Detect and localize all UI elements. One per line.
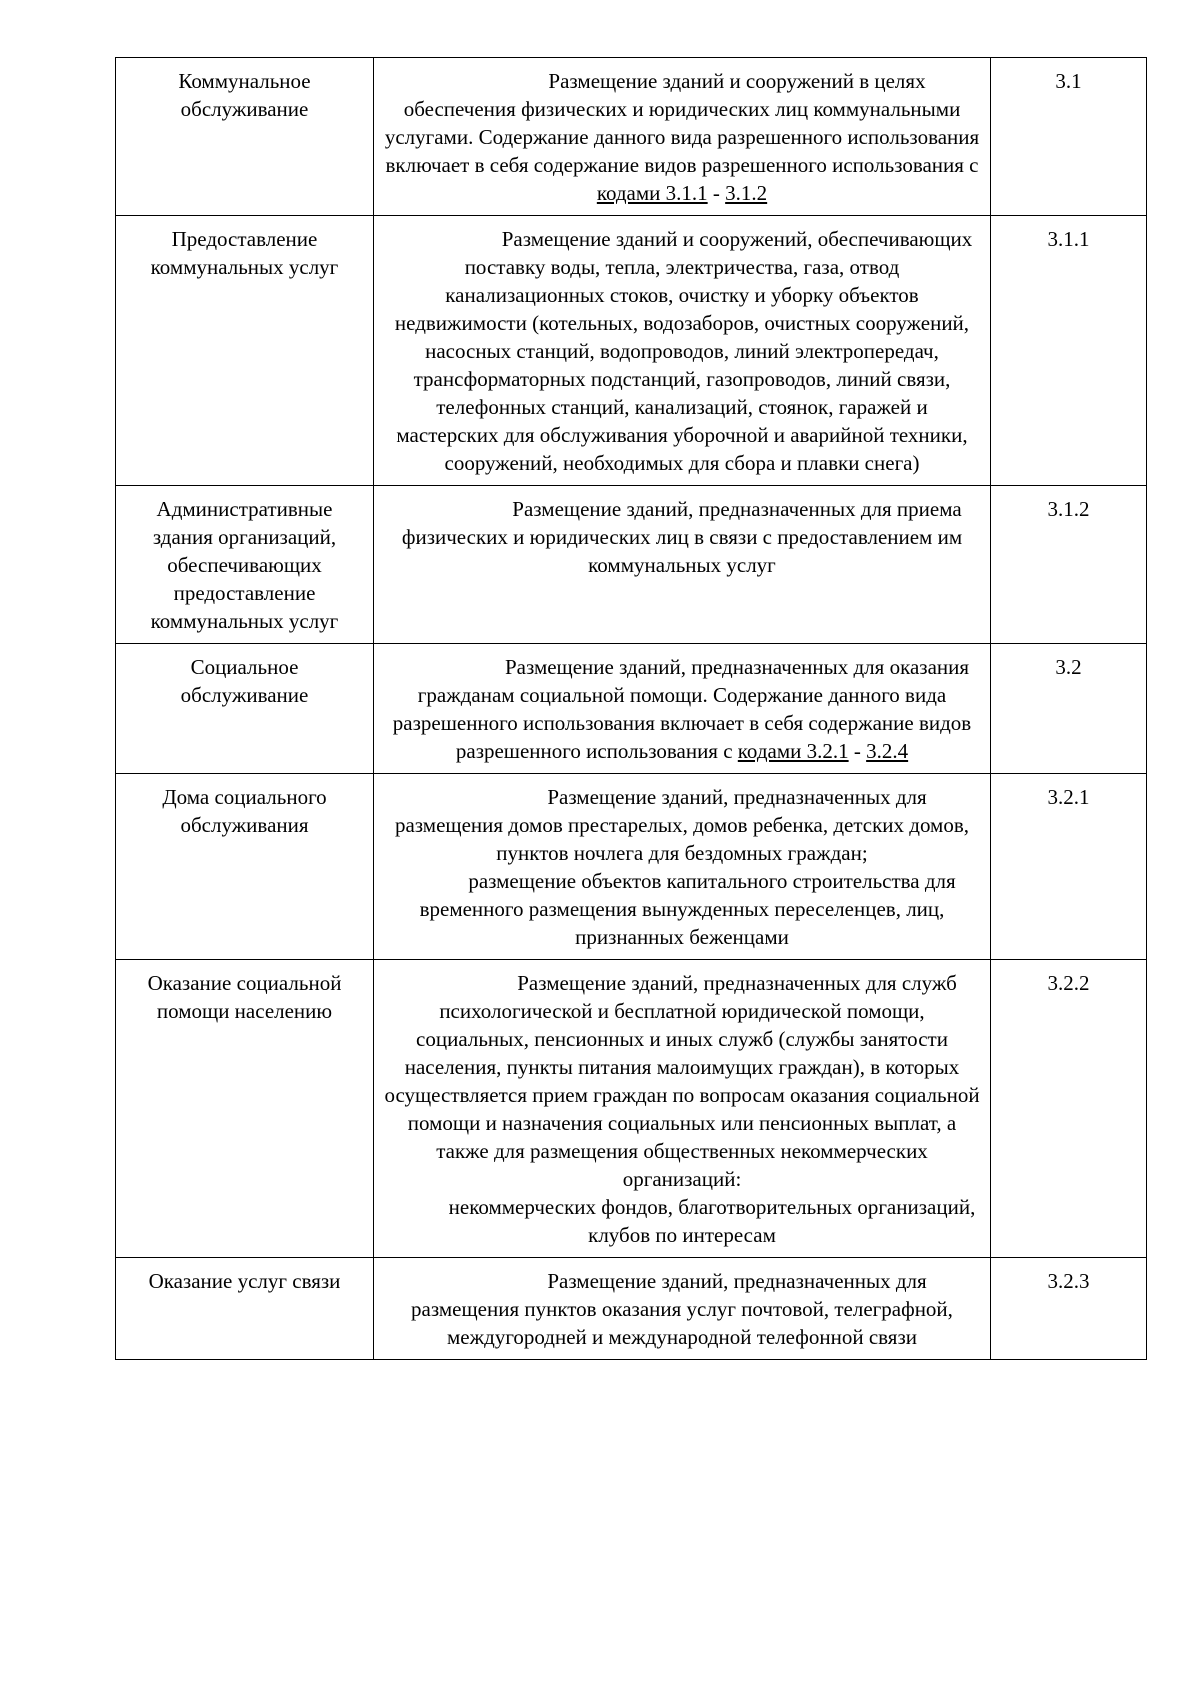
use-type-description-cell	[374, 1258, 991, 1360]
use-type-name: Коммунальное обслуживание	[178, 69, 311, 121]
description-text: размещение объектов капитального строительства для временного размещения вынужденных переселенцев, лиц, признанных беженцами	[419, 869, 956, 949]
code-reference-link[interactable]: 3.2.4	[866, 739, 909, 763]
use-type-name: Административные здания организаций, обеспечивающих предоставление коммунальных услуг	[150, 497, 339, 633]
use-type-code: 3.2.2	[1047, 971, 1090, 995]
description-paragraph	[384, 783, 980, 867]
use-type-code-cell	[991, 644, 1147, 774]
description-paragraph	[384, 67, 980, 207]
use-type-name-cell	[116, 486, 374, 644]
table-row	[116, 644, 1147, 774]
table-row	[116, 216, 1147, 486]
description-text: Размещение зданий, предназначенных для размещения пунктов оказания услуг почтовой, телеграфной, междугородней и международной телефонной связи	[411, 1269, 953, 1349]
use-type-description-cell	[374, 644, 991, 774]
use-type-code: 3.2	[1055, 655, 1082, 679]
description-text: -	[707, 181, 726, 205]
description-paragraph	[384, 867, 980, 951]
table-row	[116, 58, 1147, 216]
use-type-description-cell	[374, 486, 991, 644]
description-paragraph	[384, 1193, 980, 1249]
use-type-name: Социальное обслуживание	[180, 655, 309, 707]
description-text: Размещение зданий, предназначенных для размещения домов престарелых, домов ребенка, детских домов, пунктов ночлега для бездомных граждан;	[394, 785, 970, 865]
description-text: Размещение зданий и сооружений, обеспечивающих поставку воды, тепла, электричества, газа, отвод канализационных стоков, очистку и уборку объектов недвижимости (котельных, водозаборов, очистных сооружений, насосных станций, водопроводов, линий электропередач, трансформаторных подстанций, газопроводов, линий связи, телефонных станций, канализаций, стоянок, гаражей и мастерских для обслуживания уборочной и аварийной техники, сооружений, необходимых для сбора и плавки снега)	[394, 227, 973, 475]
land-use-table	[115, 57, 1147, 1360]
use-type-name-cell	[116, 960, 374, 1258]
code-reference-link[interactable]: кодами 3.1.1	[596, 181, 708, 205]
use-type-name-cell	[116, 58, 374, 216]
table-row	[116, 960, 1147, 1258]
code-reference-link[interactable]: кодами 3.2.1	[737, 739, 849, 763]
use-type-code-cell	[991, 960, 1147, 1258]
use-type-code-cell	[991, 216, 1147, 486]
use-type-description-cell	[374, 216, 991, 486]
table-row	[116, 1258, 1147, 1360]
use-type-code: 3.1.1	[1047, 227, 1090, 251]
description-paragraph	[384, 1267, 980, 1351]
use-type-description-cell	[374, 58, 991, 216]
table-row	[116, 486, 1147, 644]
use-type-code-cell	[991, 774, 1147, 960]
code-reference-link[interactable]: 3.1.2	[725, 181, 768, 205]
description-text: Размещение зданий, предназначенных для служб психологической и бесплатной юридической помощи, социальных, пенсионных и иных служб (службы занятости населения, пункты питания малоимущих граждан), в которых осуществляется прием граждан по вопросам оказания социальной помощи и назначения социальных или пенсионных выплат, а также для размещения общественных некоммерческих организаций:	[384, 971, 980, 1191]
use-type-code-cell	[991, 58, 1147, 216]
use-type-code: 3.2.3	[1047, 1269, 1090, 1293]
description-paragraph	[384, 495, 980, 579]
description-paragraph	[384, 969, 980, 1193]
use-type-code-cell	[991, 486, 1147, 644]
use-type-code: 3.1	[1055, 69, 1082, 93]
use-type-name-cell	[116, 216, 374, 486]
use-type-code: 3.2.1	[1047, 785, 1090, 809]
use-type-name: Дома социального обслуживания	[162, 785, 327, 837]
description-paragraph	[384, 225, 980, 477]
use-type-code-cell	[991, 1258, 1147, 1360]
use-type-description-cell	[374, 960, 991, 1258]
use-type-description-cell	[374, 774, 991, 960]
use-type-name: Оказание услуг связи	[148, 1269, 341, 1293]
use-type-name: Предоставление коммунальных услуг	[150, 227, 339, 279]
table-row	[116, 774, 1147, 960]
use-type-name-cell	[116, 1258, 374, 1360]
use-type-code: 3.1.2	[1047, 497, 1090, 521]
use-type-name: Оказание социальной помощи населению	[147, 971, 342, 1023]
description-paragraph	[384, 653, 980, 765]
use-type-name-cell	[116, 644, 374, 774]
description-text: -	[848, 739, 867, 763]
use-type-name-cell	[116, 774, 374, 960]
description-text: Размещение зданий и сооружений в целях обеспечения физических и юридических лиц коммунальными услугами. Содержание данного вида разрешенного использования включает в себя содержание видов разрешенного использования с	[384, 69, 980, 177]
description-text: некоммерческих фондов, благотворительных организаций, клубов по интересам	[448, 1195, 976, 1247]
table-body	[116, 58, 1147, 1360]
description-text: Размещение зданий, предназначенных для приема физических и юридических лиц в связи с предоставлением им коммунальных услуг	[401, 497, 963, 577]
description-text: Размещение зданий, предназначенных для оказания гражданам социальной помощи. Содержание данного вида разрешенного использования включает в себя содержание видов разрешенного использования с	[392, 655, 972, 763]
